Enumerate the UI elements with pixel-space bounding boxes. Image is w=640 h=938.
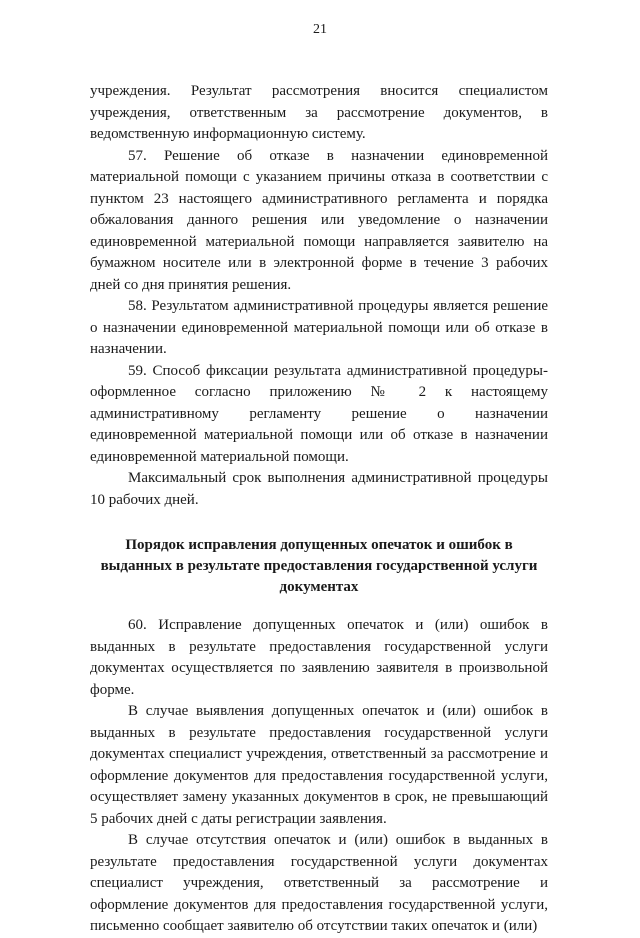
paragraph: В случае выявления допущенных опечаток и (или) ошибок в выданных в результате предоставления государственной услуги документах специалист учреждения, ответственный за рассмотрение и оформление документов для предоставления государственной услуги, осуществляет замену указанных документов в срок, не превышающий 5 рабочих дней с даты регистрации заявления. (90, 703, 548, 827)
paragraph: Максимальный срок выполнения административной процедуры 10 рабочих дней. (90, 470, 548, 508)
paragraph: 60. Исправление допущенных опечаток и (или) ошибок в выданных в результате предоставления государственной услуги документах осуществляется по заявлению заявителя в произвольной форме. (90, 617, 548, 698)
section-heading: Порядок исправления допущенных опечаток и ошибок в выданных в результате предоставления государственной услуги документах (100, 537, 538, 595)
paragraph: 57. Решение об отказе в назначении единовременной материальной помощи с указанием причины отказа в соответствии с пунктом 23 настоящего административного регламента и порядка обжалования данного решения или уведомление о назначении единовременной материальной помощи направляется заявителю на бумажном носителе или в электронной форме в течение 3 рабочих дней со дня принятия решения. (90, 147, 548, 293)
paragraph: учреждения. Результат рассмотрения вносится специалистом учреждения, ответственным за рассмотрение документов, в ведомственную информационную систему. (90, 83, 548, 142)
paragraph: 59. Способ фиксации результата административной процедуры-оформленное согласно приложению № 2 к настоящему административному регламенту решение о назначении единовременной материальной помощи или об отказе в назначении единовременной материальной помощи. (90, 362, 548, 465)
page-number: 21 (313, 22, 327, 37)
document-body (90, 81, 548, 938)
paragraph: 58. Результатом административной процедуры является решение о назначении единовременной материальной помощи или об отказе в назначении. (90, 298, 548, 357)
paragraph: В случае отсутствия опечаток и (или) ошибок в выданных в результате предоставления государственной услуги документах специалист учреждения, ответственный за рассмотрение и оформление документов для предоставления государственной услуги, письменно сообщает заявителю об отсутствии таких опечаток и (или) (90, 832, 548, 934)
